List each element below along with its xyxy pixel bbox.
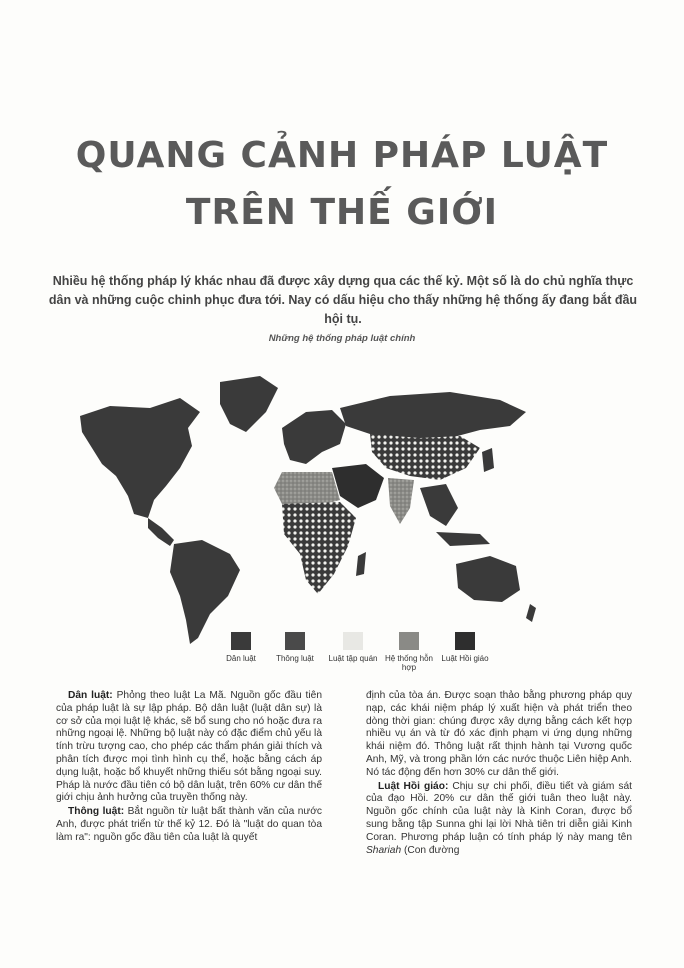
legend-swatch bbox=[343, 632, 363, 650]
heading-civil-law: Dân luật: bbox=[68, 690, 113, 701]
map-caption: Những hệ thống pháp luật chính bbox=[268, 333, 416, 344]
legend-swatch bbox=[285, 632, 305, 650]
body-islamic-law: Chịu sự chi phối, điều tiết và giám sát của đạo Hồi. 20% cư dân thế giới tuân theo luật này. Nguồn gốc chính của luật này là Kinh Coran, được bổ sung bằng tập Sunna ghi lại lời Nhà tiên tri diễn giải Kinh Coran. Phương pháp luận có tính pháp lý này mang tên bbox=[366, 780, 632, 843]
legend-item-civil-law bbox=[215, 632, 267, 663]
legend-item-customary-law bbox=[327, 632, 379, 663]
legend-swatch bbox=[399, 632, 419, 650]
world-map bbox=[70, 368, 540, 648]
legend-item-common-law bbox=[269, 632, 321, 663]
term-shariah: Shariah bbox=[366, 844, 402, 856]
russia bbox=[340, 392, 526, 440]
legend-label: Dân luật bbox=[226, 654, 256, 663]
paragraph-common-law-cont bbox=[366, 690, 632, 780]
map-legend bbox=[215, 632, 515, 682]
legend-swatch bbox=[231, 632, 251, 650]
middle-east bbox=[332, 464, 384, 508]
intro-paragraph: Nhiều hệ thống pháp lý khác nhau đã được xây dựng qua các thế kỷ. Một số là do chủ nghĩa thực dân và những cuộc chinh phục đưa tới. Nay có dấu hiệu cho thấy những hệ thống ấy đang bắt đầu hội tụ. bbox=[48, 274, 638, 326]
india bbox=[388, 478, 414, 524]
southeast-asia bbox=[420, 484, 458, 526]
page-title-line1: QUANG CẢNH PHÁP LUẬT bbox=[75, 135, 609, 176]
body-common-law: Bắt nguồn từ luật bất thành văn của nước Anh, được phát triển từ thế kỷ 12. Đó là "luật do quan tòa làm ra": nguồn gốc đầu tiên của luật là quyết bbox=[56, 806, 323, 843]
australia bbox=[456, 556, 520, 602]
page-title-line2: TRÊN THẾ GIỚI bbox=[185, 192, 499, 233]
paragraph-islamic-law bbox=[366, 781, 632, 858]
text-column-right bbox=[366, 690, 632, 858]
africa bbox=[282, 502, 356, 594]
japan bbox=[482, 448, 494, 472]
north-america bbox=[80, 398, 200, 518]
legend-label: Luật Hồi giáo bbox=[441, 654, 489, 663]
europe bbox=[282, 410, 346, 464]
heading-islamic-law: Luật Hồi giáo: bbox=[378, 780, 449, 792]
heading-common-law: Thông luật: bbox=[68, 806, 125, 818]
new-zealand bbox=[526, 604, 536, 622]
paragraph-civil-law bbox=[56, 690, 322, 805]
central-america bbox=[148, 518, 174, 546]
paragraph-common-law bbox=[56, 806, 322, 844]
legend-label: Luật tập quán bbox=[328, 654, 378, 663]
body-civil-law: Phỏng theo luật La Mã. Nguồn gốc đầu tiên của pháp luật là sự lập pháp. Bộ dân luật (luật dân sự) là cơ sở của mọi luật lệ khác, sẽ bổ sung cho nó hoặc đưa ra những ngoại lệ. Những bộ luật này có đặc điểm chủ yếu là tính trừu tượng cao, cho phép các thẩm phán giải thích và phân tích được mọi tình hình cụ thể, hoặc bằng cách áp dụng luật, hoặc bổ khuyết những thiếu sót bằng ngoại suy. Pháp là nước đầu tiên có bộ dân luật, trên 60% cư dân thế giới chịu ảnh hưởng của truyền thống này. bbox=[56, 690, 322, 804]
body-islamic-law-tail: (Con đường bbox=[401, 844, 460, 856]
indonesia bbox=[436, 532, 490, 546]
south-america bbox=[170, 540, 240, 644]
asia-central bbox=[370, 434, 480, 480]
legend-label: Hệ thống hỗn hợp bbox=[384, 654, 434, 672]
madagascar bbox=[356, 552, 366, 576]
legend-label: Thông luật bbox=[276, 654, 314, 663]
legend-swatch bbox=[455, 632, 475, 650]
legend-item-mixed-system bbox=[383, 632, 435, 672]
legend-item-islamic-law bbox=[439, 632, 491, 663]
greenland bbox=[220, 376, 278, 432]
text-column-left bbox=[56, 690, 322, 846]
body-common-law-cont: định của tòa án. Được soạn thảo bằng phương pháp quy nạp, các khái niệm pháp lý xuất hiện và phát triển theo dòng thời gian: chúng được xây dựng bằng cách kết hợp nhiều vụ án và từ đó xác định phạm vi ứng dụng những khái niệm đó. Thông luật rất thịnh hành tại Vương quốc Anh, Mỹ, và trong phần lớn các nước thuộc Liên hiệp Anh. Nó tác động đến hơn 30% cư dân thế giới. bbox=[366, 690, 632, 778]
